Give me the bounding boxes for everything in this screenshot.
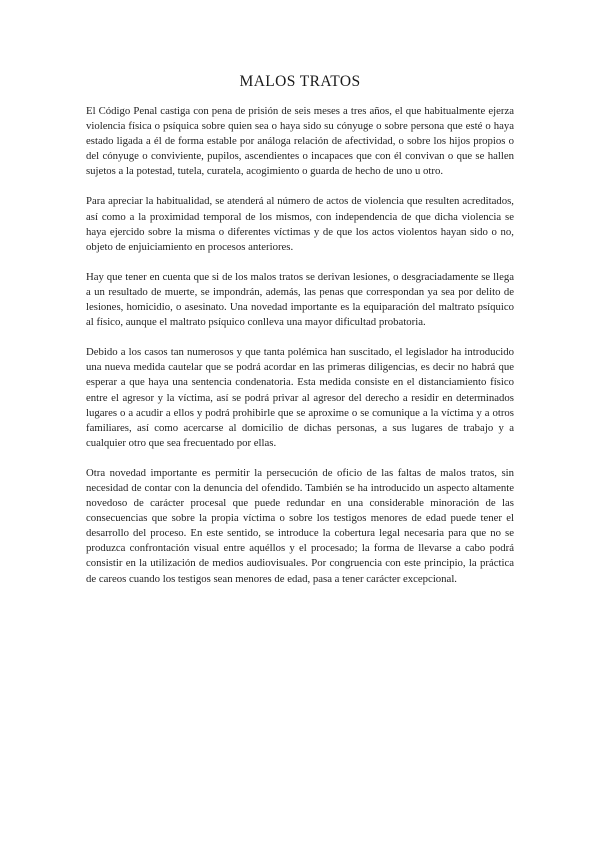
paragraph-3: Hay que tener en cuenta que si de los malos tratos se derivan lesiones, o desgraciadamente se llega a un resultado de muerte, se impondrán, además, las penas que correspondan ya sea por delito de lesiones, homicidio, o asesinato. Una novedad importante es la equiparación del maltrato psíquico al físico, aunque el maltrato psíquico conlleva una mayor dificultad probatoria.	[86, 270, 514, 329]
document-title: MALOS TRATOS	[239, 73, 361, 90]
paragraph-4: Debido a los casos tan numerosos y que tanta polémica han suscitado, el legislador ha introducido una nueva medida cautelar que se podrá acordar en las primeras diligencias, es decir no habrá que esperar a que haya una sentencia condenatoria. Esta medida consiste en el distanciamiento físico entre el agresor y la víctima, así se podrá privar al agresor del derecho a residir en determinados lugares o a acudir a ellos y podrá prohibirle que se aproxime o se comunique a la víctima y a otros familiares, así como acercarse al domicilio de dichas personas, a sus lugares de trabajo y a cualquier otro que sea frecuentado por ellas.	[86, 346, 514, 449]
paragraph-5: Otra novedad importante es permitir la persecución de oficio de las faltas de malos tratos, sin necesidad de contar con la denuncia del ofendido. También se ha introducido un aspecto altamente novedoso de carácter procesal que puede redundar en una considerable minoración de las consecuencias que sobre la propia víctima o sobre los testigos menores de edad puede tener el desarrollo del proceso. En este sentido, se introduce la cobertura legal necesaria para que no se produzca confrontación visual entre aquéllos y el procesado; la forma de llevarse a cabo podrá consistir en la utilización de medios audiovisuales. Por congruencia con este principio, la práctica de careos cuando los testigos sean menores de edad, pasa a tener carácter excepcional.	[86, 466, 514, 585]
paragraph-1: El Código Penal castiga con pena de prisión de seis meses a tres años, el que habitualmente ejerza violencia física o psíquica sobre quien sea o haya sido su cónyuge o sobre persona que esté o haya estado ligada a él de forma estable por análoga relación de afectividad, o sobre los hijos propios o del cónyuge o conviviente, pupilos, ascendientes o incapaces que con él convivan o que se hallen sujetos a la potestad, tutela, curatela, acogimiento o guarda de hecho de uno u otro.	[86, 105, 514, 178]
document-body	[86, 104, 514, 587]
paragraph-2: Para apreciar la habitualidad, se atenderá al número de actos de violencia que resulten acreditados, así como a la proximidad temporal de los mismos, con independencia de que dicha violencia se haya ejercido sobre la misma o diferentes víctimas y de que los actos violentos hayan sido o no, objeto de enjuiciamiento en procesos anteriores.	[86, 195, 514, 253]
